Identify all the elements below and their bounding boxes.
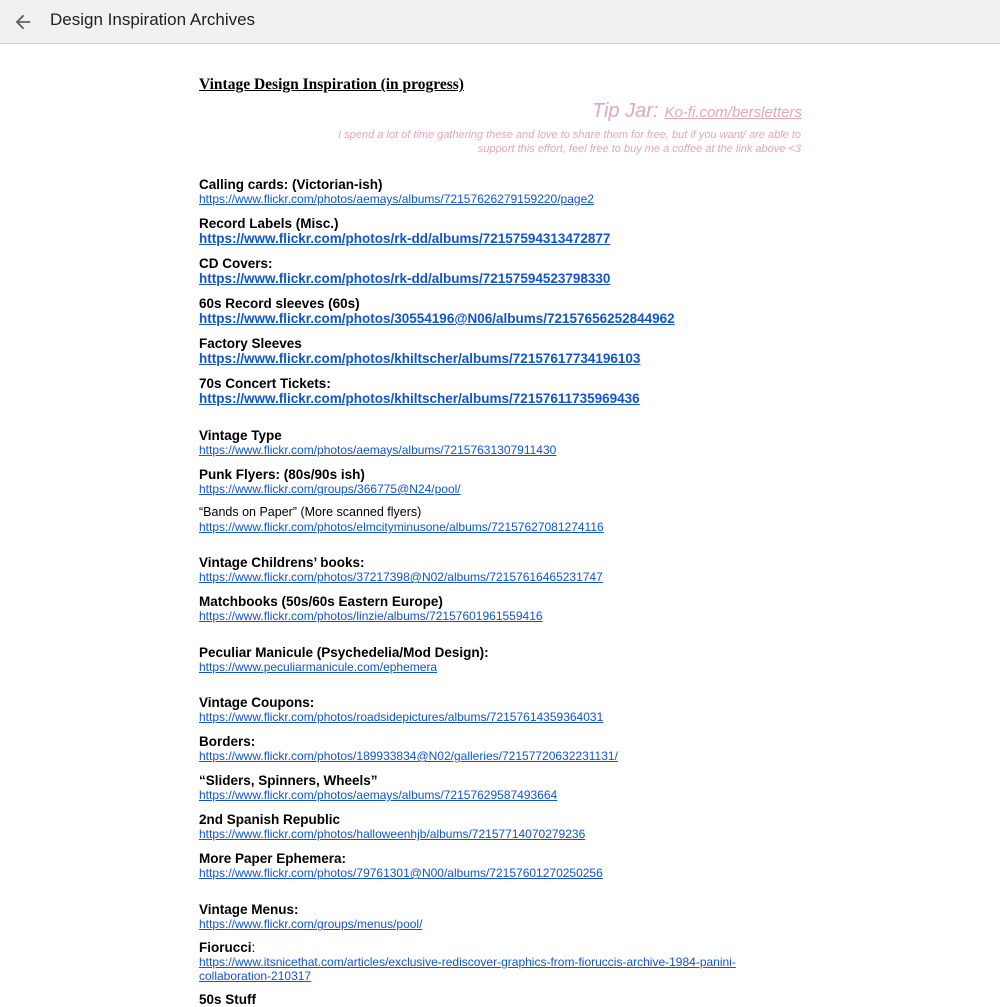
entry-link[interactable]: https://www.flickr.com/photos/37217398@N02/albums/72157616465231747 xyxy=(199,570,603,584)
link-entry xyxy=(199,555,809,584)
link-entry xyxy=(199,256,809,287)
entry-link[interactable]: https://www.flickr.com/photos/roadsidepictures/albums/72157614359364031 xyxy=(199,710,604,724)
entry-label: 60s Record sleeves (60s) xyxy=(199,296,360,311)
tip-jar-label: Tip Jar: xyxy=(591,100,659,122)
link-entry xyxy=(199,812,809,841)
link-entry xyxy=(199,940,809,983)
tip-jar xyxy=(592,100,802,123)
link-entry xyxy=(199,336,809,367)
link-entry xyxy=(199,467,809,496)
entry-label-text: Fiorucci xyxy=(199,940,252,955)
document-title: Vintage Design Inspiration (in progress) xyxy=(199,76,464,93)
entry-label: 2nd Spanish Republic xyxy=(199,812,341,827)
link-entry xyxy=(199,505,809,534)
link-entry xyxy=(199,851,809,880)
entry-label: Vintage Type xyxy=(199,428,282,443)
tip-jar-link[interactable]: Ko-fi.com/bersletters xyxy=(664,104,802,121)
entry-label: Vintage Coupons: xyxy=(199,695,315,710)
entry-label: Peculiar Manicule (Psychedelia/Mod Design): xyxy=(199,645,489,660)
link-entry xyxy=(199,734,809,763)
app-header xyxy=(0,0,1000,44)
link-entry xyxy=(199,428,809,457)
entry-link[interactable]: https://www.flickr.com/photos/khiltscher/albums/72157617734196103 xyxy=(199,351,641,366)
entry-link[interactable]: https://www.flickr.com/photos/linzie/albums/72157601961559416 xyxy=(199,609,543,623)
entry-label: “Bands on Paper” (More scanned flyers) xyxy=(199,505,422,519)
entry-label: Punk Flyers: (80s/90s ish) xyxy=(199,467,365,482)
entry-label: Borders: xyxy=(199,734,256,749)
link-entry xyxy=(199,216,809,247)
entry-link[interactable]: https://www.flickr.com/photos/aemays/albums/72157629587493664 xyxy=(199,788,558,802)
tip-jar-note: I spend a lot of time gathering these and love to share them for free, but if you want/ are able to support this effort, feel free to buy me a coffee at the link above <3 xyxy=(338,129,801,155)
entry-label: “Sliders, Spinners, Wheels” xyxy=(199,773,378,788)
entry-link[interactable]: https://www.flickr.com/photos/rk-dd/albums/72157594313472877 xyxy=(199,231,611,246)
link-entry xyxy=(199,645,809,674)
link-entry xyxy=(199,902,809,931)
entry-link[interactable]: https://www.flickr.com/photos/aemays/albums/72157631307911430 xyxy=(199,443,557,457)
link-entry xyxy=(199,773,809,802)
entry-label: 50s Stuff xyxy=(199,992,257,1007)
entry-link[interactable]: https://www.flickr.com/photos/khiltscher/albums/72157611735969436 xyxy=(199,391,640,406)
entry-label: Vintage Childrens’ books: xyxy=(199,555,365,570)
entry-label: Vintage Menus: xyxy=(199,902,299,917)
entry-label: Matchbooks (50s/60s Eastern Europe) xyxy=(199,594,443,609)
entry-label: Factory Sleeves xyxy=(199,336,302,351)
entry-link[interactable]: https://www.flickr.com/photos/189933834@N02/galleries/72157720632231131/ xyxy=(199,749,618,763)
entry-link[interactable]: https://www.flickr.com/photos/elmcityminusone/albums/72157627081274116 xyxy=(199,520,604,534)
entry-link[interactable]: https://www.flickr.com/groups/366775@N24/pool/ xyxy=(199,482,461,496)
back-arrow-icon[interactable] xyxy=(12,11,34,33)
link-entry xyxy=(199,594,809,623)
entry-link[interactable]: https://www.flickr.com/photos/79761301@N00/albums/72157601270250256 xyxy=(199,866,603,880)
entry-label xyxy=(199,940,809,955)
page-title: Design Inspiration Archives xyxy=(50,10,256,29)
entry-label-suffix: : xyxy=(251,940,256,955)
entry-link[interactable]: https://www.flickr.com/photos/halloweenhjb/albums/72157714070279236 xyxy=(199,827,586,841)
link-entry xyxy=(199,695,809,724)
link-entry xyxy=(199,177,809,206)
entry-label: CD Covers: xyxy=(199,256,273,271)
entry-link[interactable]: https://www.flickr.com/photos/rk-dd/albums/72157594523798330 xyxy=(199,271,611,286)
entry-label: 70s Concert Tickets: xyxy=(199,376,331,391)
entry-label: More Paper Ephemera: xyxy=(199,851,347,866)
entry-link[interactable]: https://www.flickr.com/photos/30554196@N06/albums/72157656252844962 xyxy=(199,311,675,326)
entry-label: Calling cards: (Victorian-ish) xyxy=(199,177,383,192)
entry-link[interactable]: https://www.itsnicethat.com/articles/exclusive-rediscover-graphics-from-fioruccis-archive-1984-panini-collaboration-210317 xyxy=(199,955,736,983)
entry-link[interactable]: https://www.peculiarmanicule.com/ephemera xyxy=(199,660,438,674)
link-entry xyxy=(199,376,809,407)
entry-link[interactable]: https://www.flickr.com/photos/aemays/albums/72157626279159220/page2 xyxy=(199,192,594,206)
entry-label: Record Labels (Misc.) xyxy=(199,216,339,231)
link-entry xyxy=(199,296,809,327)
entry-link[interactable]: https://www.flickr.com/groups/menus/pool/ xyxy=(199,917,423,931)
